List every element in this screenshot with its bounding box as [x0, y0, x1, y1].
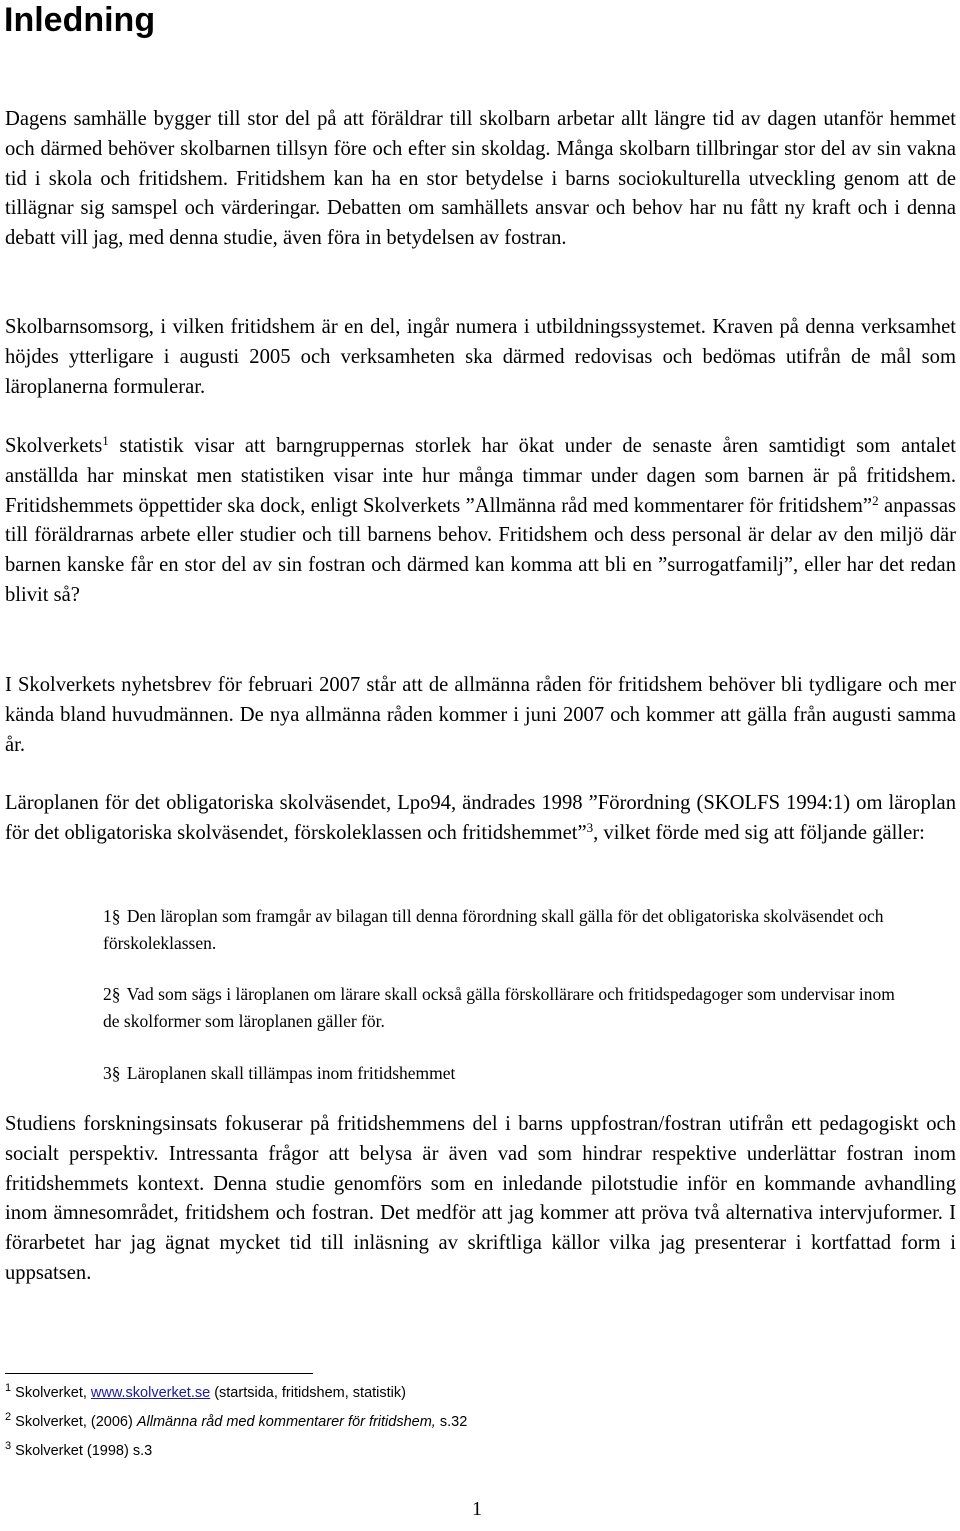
paragraph-skolbarnsomsorg: Skolbarnsomsorg, i vilken fritidshem är en del, ingår numera i utbildningssystemet. Kraven på denna verksamhet höjdes ytterligare i augusti 2005 och verksamheten ska därmed redovisas och bedömas utifrån de mål som läroplanerna formulerar.	[5, 316, 956, 398]
footnote-number: 2	[5, 1411, 12, 1423]
footnote-text: Skolverket (1998) s.3	[11, 1443, 153, 1459]
paragraph-nyhetsbrev: I Skolverkets nyhetsbrev för februari 2007 står att de allmänna råden för fritidshem behöver bli tydligare och mer kända bland huvudmännen. De nya allmänna råden kommer i juni 2007 och kommer att gälla från augusti samma år.	[5, 674, 956, 756]
list-item	[103, 981, 903, 1035]
list-item-number: 3§	[103, 1063, 121, 1083]
footnote-number: 3	[5, 1440, 12, 1452]
paragraph-intro: Dagens samhälle bygger till stor del på att föräldrar till skolbarn arbetar allt längre tid av dagen utanför hemmet och därmed behöver skolbarnen tillsyn före och efter sin skoldag. Många skolbarn tillbringar stor del av sin vakna tid i skola och fritidshem. Fritidshem kan ha en stor betydelse i barns sociokulturella utveckling genom att de tillägnar sig samspel och värderingar. Debatten om samhällets ansvar och behov har nu fått ny kraft och i denna debatt vill jag, med denna studie, även föra in betydelsen av fostran.	[5, 108, 956, 250]
text-segment: anpassas till föräldrarnas arbete eller studier och till barnens behov. Fritidshem och dess personal är delar av den miljö där barnen kanske får en stor del av sin fostran och därmed kan komma att bli en ”surrogatfamilj”, eller har det redan blivit så?	[5, 494, 956, 606]
footnote-ref-1[interactable]: 1	[102, 433, 109, 448]
footnote-text: Skolverket, (2006)	[11, 1414, 137, 1430]
footnote-text: s.32	[435, 1414, 468, 1430]
footnote-text: (startsida, fritidshem, statistik)	[210, 1385, 406, 1401]
list-item-text: Vad som sägs i läroplanen om lärare skall också gälla förskollärare och fritidspedagoger som undervisar inom de skolformer som läroplanen gäller för.	[103, 984, 895, 1031]
text-segment: statistik visar att barngruppernas storlek har ökat under de senaste åren samtidigt som antalet anställda har minskat men statistiken visar inte hur många timmar under dagen som barnen är på fritidshem. Fritidshemmets öppettider ska dock, enligt Skolverkets ”Allmänna råd med kommentarer för fritidshem”	[5, 435, 956, 517]
list-item-number: 2§	[103, 984, 121, 1004]
paragraph-forskningsinsats: Studiens forskningsinsats fokuserar på fritidshemmens del i barns uppfostran/fostran utifrån ett pedagogiskt och socialt perspektiv. Intressanta frågor att belysa är även vad som hindrar respektive underlättar fostran inom fritidshemmets kontext. Denna studie genomförs som en inledande pilotstudie inför en kommande avhandling inom ämnesområdet, fritidshem och fostran. Det medför att jag kommer att pröva två alternativa intervjuformer. I förarbetet har jag ägnat mycket tid till inläsning av skriftliga källor vilka jag presenterar i kortfattad form i uppsatsen.	[5, 1113, 956, 1284]
footnote-divider	[5, 1373, 313, 1374]
footnote-3	[5, 1442, 152, 1460]
text-segment: Läroplanen för det obligatoriska skolväsendet, Lpo94, ändrades 1998 ”Förordning (SKOLFS 1994:1) om läroplan för det obligatoriska skolväsendet, förskoleklassen och fritidshemmet”	[5, 792, 956, 844]
footnote-2	[5, 1413, 467, 1431]
skolverket-link[interactable]: www.skolverket.se	[90, 1385, 211, 1401]
list-item-text: Den läroplan som framgår av bilagan till denna förordning skall gälla för det obligatoriska skolväsendet och förskoleklassen.	[103, 906, 884, 953]
page-title: Inledning	[4, 1, 156, 39]
footnote-ref-2[interactable]: 2	[872, 492, 879, 508]
text-segment: , vilket förde med sig att följande gäller:	[593, 821, 925, 844]
list-item-number: 1§	[103, 906, 121, 926]
list-item-text: Läroplanen skall tillämpas inom fritidshemmet	[126, 1063, 456, 1083]
list-item	[103, 903, 903, 957]
list-item	[103, 1060, 903, 1087]
paragraph-statistik	[5, 432, 956, 611]
footnote-1	[5, 1384, 406, 1402]
footnote-title: Allmänna råd med kommentarer för fritidshem,	[136, 1414, 436, 1430]
footnote-ref-3[interactable]: 3	[586, 819, 594, 835]
text-segment: Skolverkets	[5, 435, 103, 457]
footnote-number: 1	[5, 1382, 12, 1394]
paragraph-laroplanen	[5, 789, 956, 849]
footnote-text: Skolverket,	[11, 1385, 91, 1401]
page-number: 1	[472, 1498, 482, 1520]
